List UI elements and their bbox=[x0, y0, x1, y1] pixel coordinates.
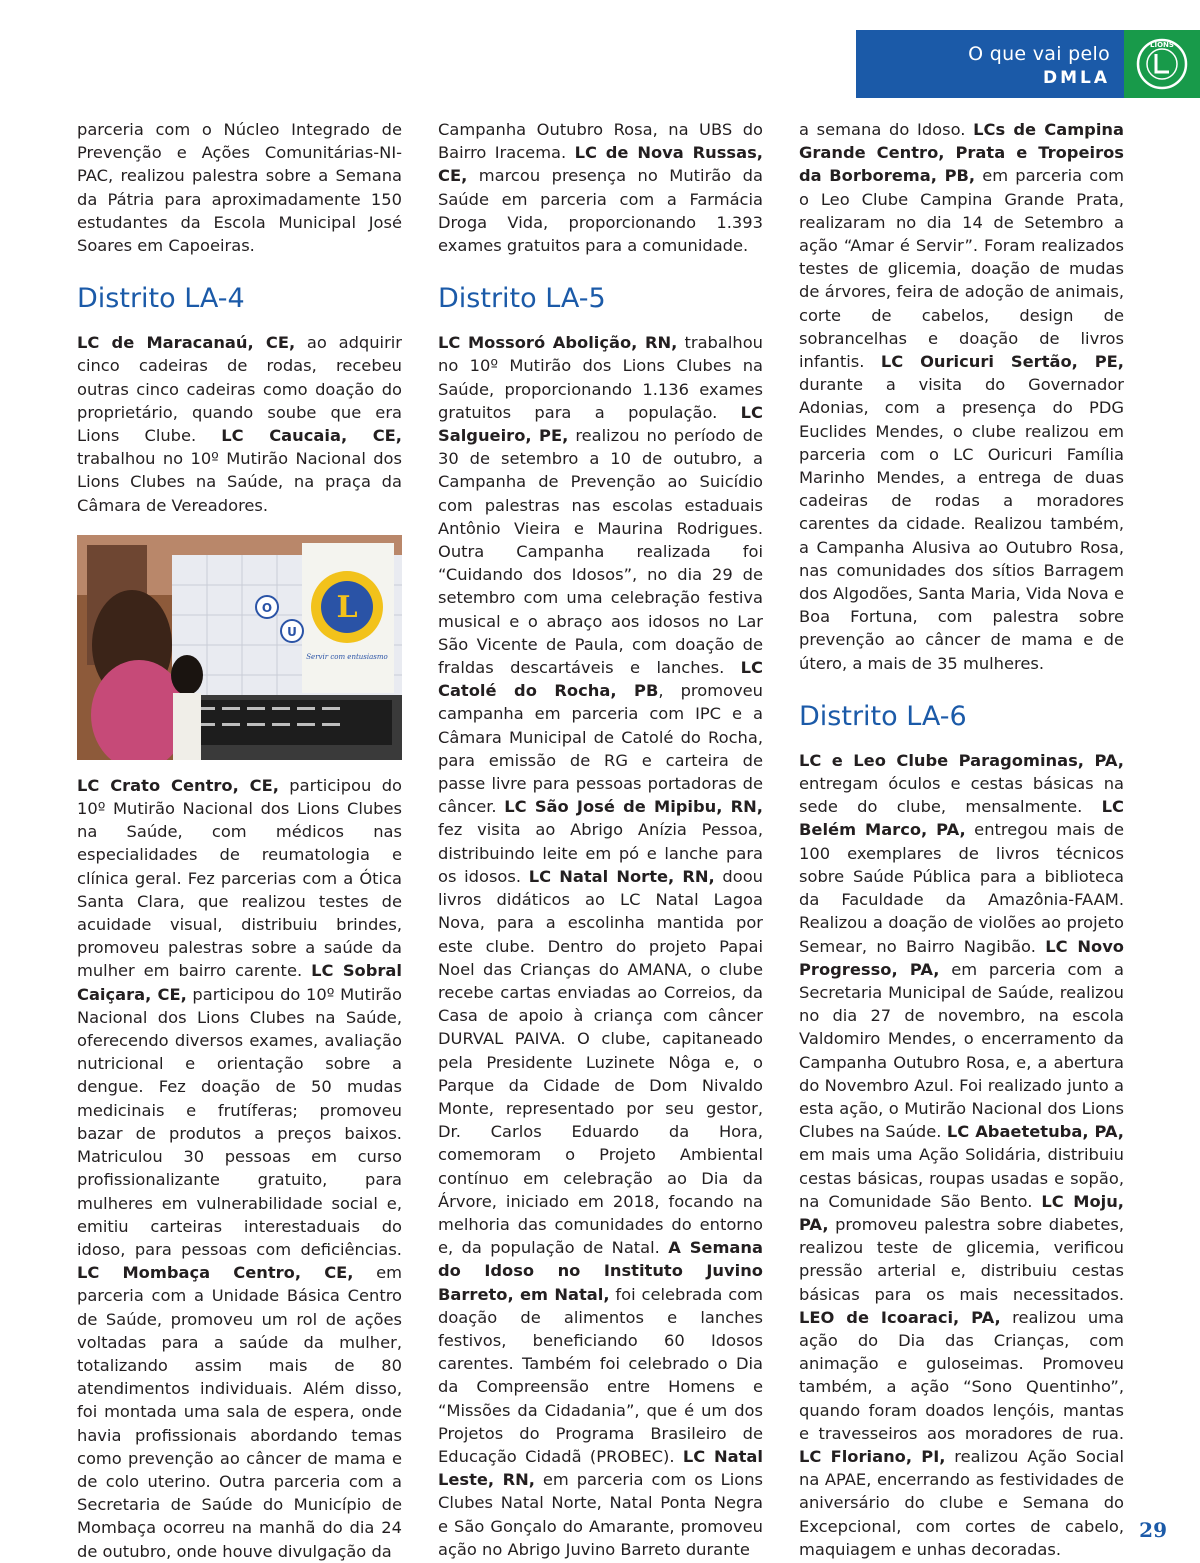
lions-emblem-icon bbox=[1124, 30, 1200, 98]
col2-intro: Campanha Outubro Rosa, na UBS do Bairro Iracema. LC de Nova Russas, CE, marcou presença no Mutirão da Saúde em parceria com a Farmácia Droga Vida, proporcionando 1.393 exames gratuitos para a comunidade. bbox=[438, 120, 763, 256]
column-1 bbox=[77, 118, 402, 1563]
column-3 bbox=[799, 118, 1124, 1561]
district-la4-title: Distrito LA-4 bbox=[77, 283, 245, 315]
district-la5-title: Distrito LA-5 bbox=[438, 283, 606, 315]
svg-text:O: O bbox=[261, 600, 273, 615]
section-header-line1: O que vai pelo bbox=[968, 43, 1110, 65]
column-2 bbox=[438, 118, 763, 1561]
page-number: 29 bbox=[1139, 1518, 1167, 1542]
col2-paragraph-1: LC Mossoró Abolição, RN, trabalhou no 10º Mutirão dos Lions Clubes na Saúde, proporcionando 1.136 exames gratuitos para a população. LC Salgueiro, PE, realizou no período de 30 de setembro a 10 de outubro, a Campanha de Prevenção ao Suicídio com palestras nas escolas estaduais Antônio Vieira e Maurina Rodrigues. Outra Campanha realizada foi “Cuidando dos Idosos”, no dia 29 de setembro com uma celebração festiva musical e o abraço aos idosos no Lar São Vicente de Paula, com doação de fraldas descartáveis e lanches. LC Catolé do Rocha, PB, promoveu campanha em parceria com IPC e a Câmara Municipal de Catolé do Rocha, para emissão de RG e carteira de passe livre para pessoas portadoras de câncer. LC São José de Mipibu, RN, fez visita ao Abrigo Anízia Pessoa, distribuindo leite em pó e lanche para os idosos. LC Natal Norte, RN, doou livros didáticos ao LC Natal Lagoa Nova, para a escolinha mantida por este clube. Dentro do projeto Papai Noel das Crianças do AMANA, o clube recebe cartas enviadas ao Correios, da Casa de apoio à criança com câncer DURVAL PAIVA. O clube, capitaneado pela Presidente Luzinete Nôga e, o Parque da Cidade de Dom Nivaldo Monte, representado por seu gestor, Dr. Carlos Eduardo da Hora, comemoram o Projeto Ambiental contínuo em celebração ao Dia da Árvore, iniciado em 2018, focando na melhoria das comunidades do entorno e, da população de Natal. A Semana do Idoso no Instituto Juvino Barreto, em Natal, foi celebrada com doação de alimentos e lanches festivos, beneficiando 60 Idosos carentes. Também foi celebrado o Dia da Compreensão entre Homens e “Missões da Cidadania”, que é um dos Projetos do Programa Brasileiro de Educação Cidadã (PROBEC). LC Natal Leste, RN, em parceria com os Lions Clubes Natal Norte, Natal Ponta Negra e São Gonçalo do Amarante, promoveu ação no Abrigo Juvino Barreto durante bbox=[438, 333, 763, 1559]
lions-logo bbox=[1124, 30, 1200, 98]
svg-text:Servir com entusiasmo: Servir com entusiasmo bbox=[306, 652, 388, 661]
col3-paragraph-1: LC e Leo Clube Paragominas, PA, entregam óculos e cestas básicas na sede do clube, mensalmente. LC Belém Marco, PA, entregou mais de 100 exemplares de livros técnicos sobre Saúde Pública para a biblioteca da Faculdade da Amazônia-FAAM. Realizou a doação de violões ao projeto Semear, no Bairro Nagibão. LC Novo Progresso, PA, em parceria com a Secretaria Municipal de Saúde, realizou no dia 27 de novembro, na escola Valdomiro Mendes, o encerramento da Campanha Outubro Rosa, e, a abertura do Novembro Azul. Foi realizado junto a esta ação, o Mutirão Nacional dos Lions Clubes na Saúde. LC Abaetetuba, PA, em mais uma Ação Solidária, distribuiu cestas básicas, roupas usadas e sopão, na Comunidade São Bento. LC Moju, PA, promoveu palestra sobre diabetes, realizou teste de glicemia, verificou pressão arterial e, distribuiu cestas básicas para os mais necessitados. LEO de Icoaraci, PA, realizou uma ação do Dia das Crianças, com animação e guloseimas. Promoveu também, a ação “Sono Quentinho”, quando foram doados lençóis, mantas e travesseiros aos moradores de rua. LC Floriano, PI, realizou Ação Social na APAE, encerrando as festividades de aniversário do clube e Semana do Excepcional, com cortes de cabelo, maquiagem e unhas decoradas. bbox=[799, 750, 1125, 1559]
svg-text:L: L bbox=[336, 589, 358, 625]
event-photo bbox=[77, 535, 402, 760]
col1-paragraph-2: LC Crato Centro, CE, participou do 10º Mutirão Nacional dos Lions Clubes na Saúde, com médicos nas especialidades de reumatologia e clínica geral. Fez parcerias com a Ótica Santa Clara, que realizou testes de acuidade visual, distribuiu brindes, promoveu palestras sobre a saúde da mulher em bairro carente. LC Sobral Caiçara, CE, participou do 10º Mutirão Nacional dos Lions Clubes na Saúde, oferecendo diversos exames, avaliação nutricional e orientação sobre a dengue. Fez doação de 50 mudas medicinais e frutíferas; promoveu bazar de produtos a preços baixos. Matriculou 30 pessoas em curso profissionalizante gratuito, para mulheres em vulnerabilidade social e, emitiu carteiras interestaduais do idoso, para pessoas com deficiências. LC Mombaça Centro, CE, em parceria com a Unidade Básica Centro de Saúde, promoveu um rol de ações voltadas para a saúde da mulher, totalizando assim mais de 80 atendimentos individuais. Além disso, foi montada uma sala de espera, onde havia profissionais abordando temas como prevenção ao câncer de mama e de colo uterino. Outra parceria com a Secretaria de Saúde do Município de Mombaça ocorreu na manhã do dia 24 de outubro, onde houve divulgação da bbox=[77, 775, 402, 1561]
section-header bbox=[968, 42, 1110, 90]
section-header-line2: DMLA bbox=[1042, 68, 1110, 88]
col1-intro: parceria com o Núcleo Integrado de Prevenção e Ações Comunitárias-NI-PAC, realizou palestra sobre a Semana da Pátria para aproximadamente 150 estudantes da Escola Municipal José Soares em Capoeiras. bbox=[77, 120, 402, 256]
logo-text: LIONS bbox=[1150, 41, 1174, 49]
col1-paragraph-1: LC de Maracanaú, CE, ao adquirir cinco cadeiras de rodas, recebeu outras cinco cadeiras como doação do proprietário, quando soube que era Lions Clube. LC Caucaia, CE, trabalhou no 10º Mutirão Nacional dos Lions Clubes na Saúde, na praça da Câmara de Vereadores. bbox=[77, 333, 402, 515]
event-photo-image bbox=[77, 535, 402, 760]
col3-intro: a semana do Idoso. LCs de Campina Grande Centro, Prata e Tropeiros da Borborema, PB, em parceria com o Leo Clube Campina Grande Prata, realizaram no dia 14 de Setembro a ação “Amar é Servir”. Foram realizados testes de glicemia, doação de mudas de árvores, feira de adoção de animais, corte de cabelos, design de sobrancelhas e doação de livros infantis. LC Ouricuri Sertão, PE, durante a visita do Governador Adonias, com a presença do PDG Euclides Mendes, o clube realizou em parceria com o LC Ouricuri Família Marinho Mendes, a entrega de duas cadeiras de rodas a moradores carentes da cidade. Realizou também, a Campanha Alusiva ao Outubro Rosa, nas comunidades dos sítios Barragem dos Algodões, Santa Maria, Vida Nova e Boa Fortuna, com palestra sobre prevenção ao câncer de mama e de útero, a mais de 35 mulheres. bbox=[799, 120, 1124, 673]
district-la6-title: Distrito LA-6 bbox=[799, 700, 967, 732]
svg-text:U: U bbox=[287, 624, 297, 639]
